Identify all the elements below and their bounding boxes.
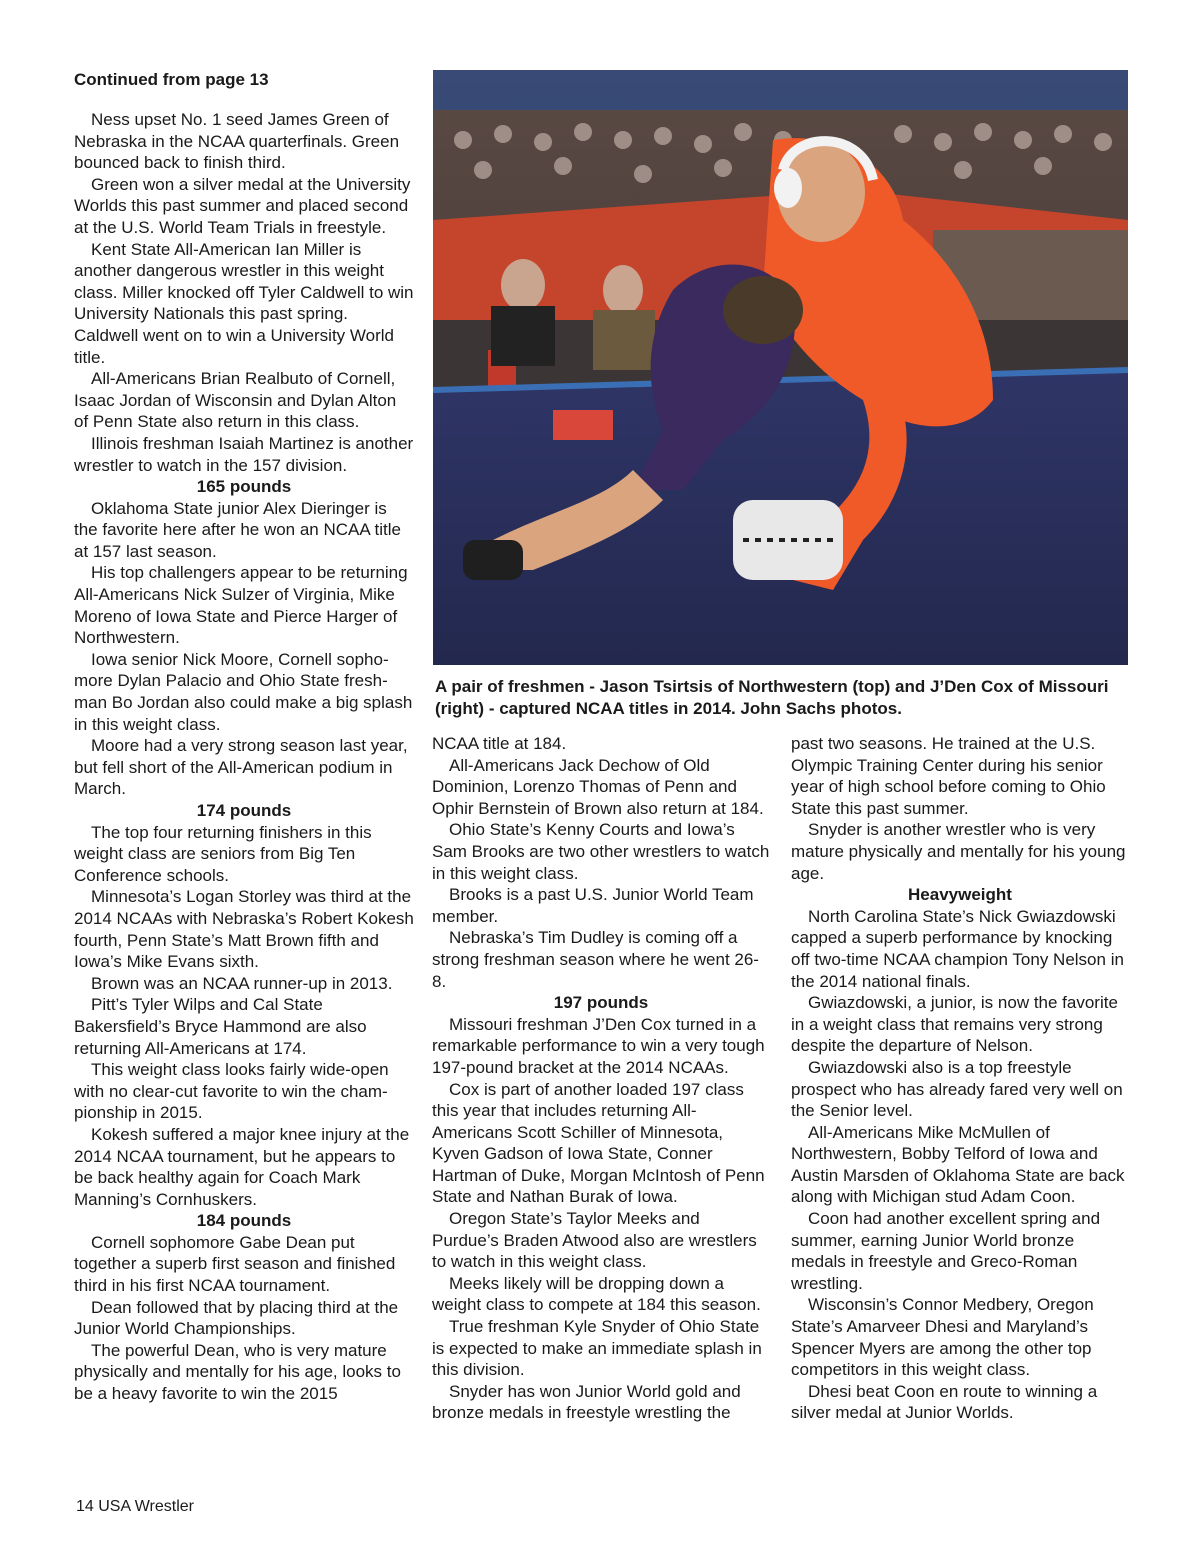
section-heading-heavyweight: Heavyweight: [908, 885, 1012, 905]
paragraph: Snyder has won Junior World gold and bronze medals in freestyle wrestling the: [432, 1381, 741, 1423]
section-heading-197: 197 pounds: [553, 993, 649, 1013]
paragraph: Nebraska’s Tim Dudley is coming off a strong freshman season where he went 26-8.: [432, 928, 759, 991]
paragraph: Gwiazdowski also is a top freestyle prospect who has already fared very well on the Senior level.: [791, 1057, 1123, 1121]
paragraph: This weight class looks fairly wide-open with no clear-cut favorite to win the championship in 2015.: [74, 1060, 389, 1123]
paragraph: Kokesh suffered a major knee injury at the 2014 NCAA tournament, but he appears to be back healthy again for Coach Mark Manning’s Cornhuskers.: [74, 1124, 410, 1209]
wrestling-photo: [433, 70, 1128, 665]
paragraph: Gwiazdowski, a junior, is now the favorite in a weight class that remains very strong despite the departure of Nelson.: [791, 993, 1118, 1056]
paragraph: Missouri freshman J’Den Cox turned in a remarkable performance to win a very tough 197-pound bracket at the 2014 NCAAs.: [432, 1014, 765, 1077]
column-2: [432, 733, 770, 1424]
paragraph: Snyder is another wrestler who is very mature physically and mentally for his young age.: [791, 820, 1126, 883]
paragraph: Coon had another excellent spring and summer, earning Junior World bronze medals in freestyle and Greco-Roman wrestling.: [791, 1209, 1101, 1293]
paragraph: All-Americans Mike McMullen of Northwestern, Bobby Telford of Iowa and Austin Marsden of Oklahoma State are back along with Michigan stud Adam Coon.: [791, 1122, 1125, 1207]
paragraph: Green won a silver medal at the University Worlds this past summer and placed second at the U.S. World Team Trials in freestyle.: [74, 174, 411, 237]
paragraph: The top four returning finishers in this weight class are seniors from Big Ten Conference schools.: [74, 822, 372, 885]
paragraph: NCAA title at 184.: [432, 734, 567, 753]
paragraph: True freshman Kyle Snyder of Ohio State is expected to make an immediate splash in this division.: [432, 1317, 762, 1380]
continued-label: Continued from page 13: [74, 70, 269, 89]
paragraph: Ohio State’s Kenny Courts and Iowa’s Sam Brooks are two other wrestlers to watch in this weight class.: [432, 820, 770, 883]
paragraph: Oregon State’s Taylor Meeks and Purdue’s Braden Atwood also are wrestlers to watch in this weight class.: [432, 1209, 757, 1272]
paragraph: Cox is part of another loaded 197 class this year that includes returning All-Americans Scott Schiller of Minnesota, Kyven Gadson of Iowa State, Conner Hartman of Duke, Morgan McIntosh of Penn State and Nathan Burak of Iowa.: [432, 1079, 765, 1207]
photo-caption: A pair of freshmen - Jason Tsirtsis of Northwestern (top) and J’Den Cox of Missouri (right) - captured NCAA titles in 2014. John Sachs photos.: [435, 677, 1109, 718]
paragraph: North Carolina State’s Nick Gwiazdowski capped a superb performance by knocking off two-time NCAA champion Tony Nelson in the 2014 national finals.: [791, 906, 1124, 991]
paragraph: Ness upset No. 1 seed James Green of Nebraska in the NCAA quarterfinals. Green bounced back to finish third.: [74, 110, 400, 173]
paragraph: Brown was an NCAA runner-up in 2013.: [91, 973, 393, 993]
paragraph: Iowa senior Nick Moore, Cornell sophomore Dylan Palacio and Ohio State freshman Bo Jordan also could make a big splash in this weight class.: [74, 649, 413, 734]
paragraph: Dhesi beat Coon en route to winning a silver medal at Junior Worlds.: [791, 1381, 1098, 1423]
paragraph: Dean followed that by placing third at the Junior World Championships.: [74, 1297, 399, 1339]
photo-illustration: [433, 70, 1128, 665]
paragraph: Brooks is a past U.S. Junior World Team member.: [432, 885, 754, 926]
column-1: [74, 109, 414, 1405]
paragraph: Minnesota’s Logan Storley was third at the 2014 NCAAs with Nebraska’s Robert Kokesh fourth, Penn State’s Matt Brown fifth and Iowa’s Mike Evans sixth.: [74, 887, 414, 972]
column-3: [791, 733, 1129, 1424]
paragraph: The powerful Dean, who is very mature physically and mentally for his age, looks to be a heavy favorite to win the 2015: [74, 1340, 401, 1404]
section-heading-184: 184 pounds: [196, 1211, 292, 1231]
paragraph: His top challengers appear to be returning All-Americans Nick Sulzer of Virginia, Mike Moreno of Iowa State and Pierce Harger of Northwestern.: [74, 563, 408, 648]
paragraph: Kent State All-American Ian Miller is another dangerous wrestler in this weight class. Miller knocked off Tyler Caldwell to win University Nationals this past spring. Caldwell went on to win a University World title.: [74, 239, 414, 367]
paragraph: All-Americans Brian Realbuto of Cornell, Isaac Jordan of Wisconsin and Dylan Alton of Penn State also return in this class.: [74, 369, 397, 432]
paragraph: past two seasons. He trained at the U.S. Olympic Training Center during his senior year of high school before coming to Ohio State this past summer.: [791, 734, 1106, 818]
paragraph: Meeks likely will be dropping down a weight class to compete at 184 this season.: [432, 1273, 761, 1315]
paragraph: Moore had a very strong season last year, but fell short of the All-American podium in March.: [74, 736, 408, 799]
paragraph: Wisconsin’s Connor Medbery, Oregon State’s Amarveer Dhesi and Maryland’s Spencer Myers are among the other top competitors in this weight class.: [791, 1295, 1094, 1380]
paragraph: Oklahoma State junior Alex Dieringer is the favorite here after he won an NCAA title at 157 last season.: [74, 498, 401, 561]
page-folio: 14 USA Wrestler: [76, 1498, 194, 1515]
paragraph: Cornell sophomore Gabe Dean put together a superb first season and finished third in his first NCAA tournament.: [74, 1232, 396, 1296]
section-heading-165: 165 pounds: [196, 477, 292, 497]
paragraph: Pitt’s Tyler Wilps and Cal State Bakersfield’s Bryce Hammond are also returning All-Americans at 174.: [74, 995, 367, 1058]
section-heading-174: 174 pounds: [196, 801, 292, 820]
paragraph: Illinois freshman Isaiah Martinez is another wrestler to watch in the 157 division.: [74, 433, 414, 475]
paragraph: All-Americans Jack Dechow of Old Dominion, Lorenzo Thomas of Penn and Ophir Bernstein of Brown also return at 184.: [432, 755, 764, 818]
